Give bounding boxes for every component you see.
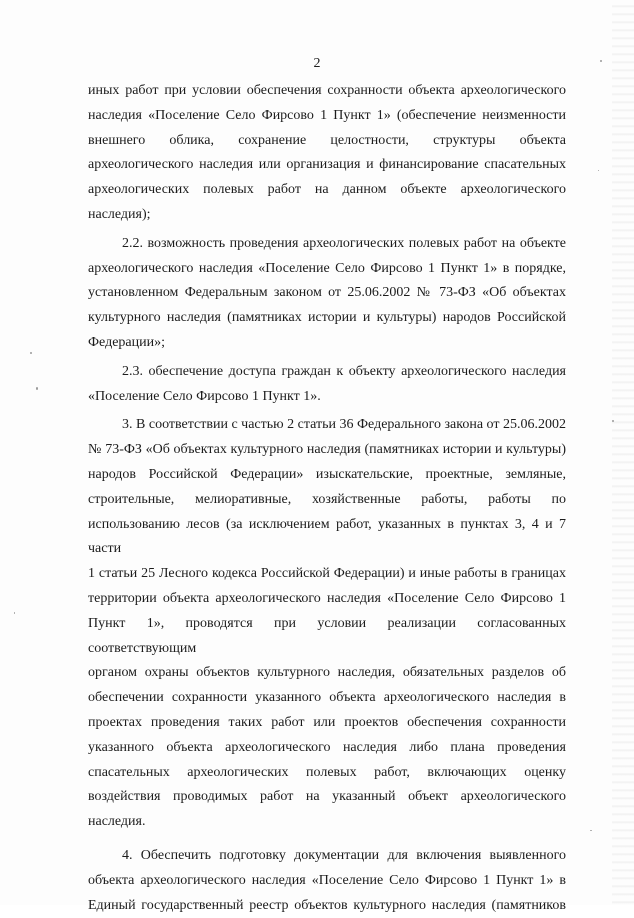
paragraph-4	[88, 844, 566, 918]
scan-speck	[590, 830, 592, 831]
text-line: культурного наследия (памятниках истории и культуры) народов Российской	[88, 306, 566, 331]
text-line: 2.2. возможность проведения археологических полевых работ на объекте	[88, 232, 566, 257]
text-line: установленном Федеральным законом от 25.06.2002 № 73-ФЗ «Об объектах	[88, 281, 566, 306]
paragraph-2-2	[88, 232, 566, 356]
scan-speck	[36, 387, 38, 390]
text-line: объекта археологического наследия «Поселение Село Фирсово 1 Пункт 1» в	[88, 869, 566, 894]
text-line: иных работ при условии обеспечения сохранности объекта археологического	[88, 79, 566, 104]
text-line: наследия «Поселение Село Фирсово 1 Пункт 1» (обеспечение неизменности	[88, 104, 566, 129]
paragraph-intro-continued	[88, 79, 566, 228]
paragraph-3	[88, 413, 566, 835]
scan-speck	[600, 60, 602, 62]
text-line: Федерации»;	[88, 331, 566, 356]
text-line: внешнего облика, сохранение целостности, структуры объекта	[88, 129, 566, 154]
scan-speck	[14, 612, 15, 614]
text-line: использованию лесов (за исключением работ, указанных в пунктах 3, 4 и 7 части	[88, 513, 566, 563]
page-number: 2	[0, 56, 634, 72]
text-line: наследия.	[88, 810, 566, 835]
text-line: 3. В соответствии с частью 2 статьи 36 Федерального закона от 25.06.2002	[88, 413, 566, 438]
text-line: территории объекта археологического наследия «Поселение Село Фирсово 1	[88, 587, 566, 612]
text-line: обеспечении сохранности указанного объекта археологического наследия в	[88, 686, 566, 711]
text-line: народов Российской Федерации» изыскательские, проектные, земляные,	[88, 463, 566, 488]
text-line: воздействия проводимых работ на указанный объект археологического	[88, 785, 566, 810]
scan-speck	[598, 170, 599, 171]
text-line: Единый государственный реестр объектов культурного наследия (памятников	[88, 894, 566, 918]
scan-speck	[30, 352, 32, 354]
text-line: № 73-ФЗ «Об объектах культурного наследия (памятниках истории и культуры)	[88, 438, 566, 463]
text-line: 1 статьи 25 Лесного кодекса Российской Федерации) и иные работы в границах	[88, 562, 566, 587]
text-line: 4. Обеспечить подготовку документации для включения выявленного	[88, 844, 566, 869]
text-line: строительные, мелиоративные, хозяйственные работы, работы по	[88, 488, 566, 513]
text-line: археологического наследия или организация и финансирование спасательных	[88, 153, 566, 178]
text-line: указанного объекта археологического наследия либо плана проведения	[88, 736, 566, 761]
text-line: «Поселение Село Фирсово 1 Пункт 1».	[88, 385, 566, 410]
text-line: проектах проведения таких работ или проектов обеспечения сохранности	[88, 711, 566, 736]
text-line: археологических полевых работ на данном объекте археологического наследия);	[88, 178, 566, 228]
scan-edge-noise	[612, 0, 634, 905]
text-line: 2.3. обеспечение доступа граждан к объекту археологического наследия	[88, 360, 566, 385]
paragraph-2-3	[88, 360, 566, 410]
text-line: Пункт 1», проводятся при условии реализации согласованных соответствующим	[88, 612, 566, 662]
text-line: спасательных археологических полевых работ, включающих оценку	[88, 761, 566, 786]
scan-speck	[612, 420, 614, 422]
document-body	[88, 79, 566, 918]
text-line: археологического наследия «Поселение Село Фирсово 1 Пункт 1» в порядке,	[88, 257, 566, 282]
text-line: органом охраны объектов культурного наследия, обязательных разделов об	[88, 661, 566, 686]
